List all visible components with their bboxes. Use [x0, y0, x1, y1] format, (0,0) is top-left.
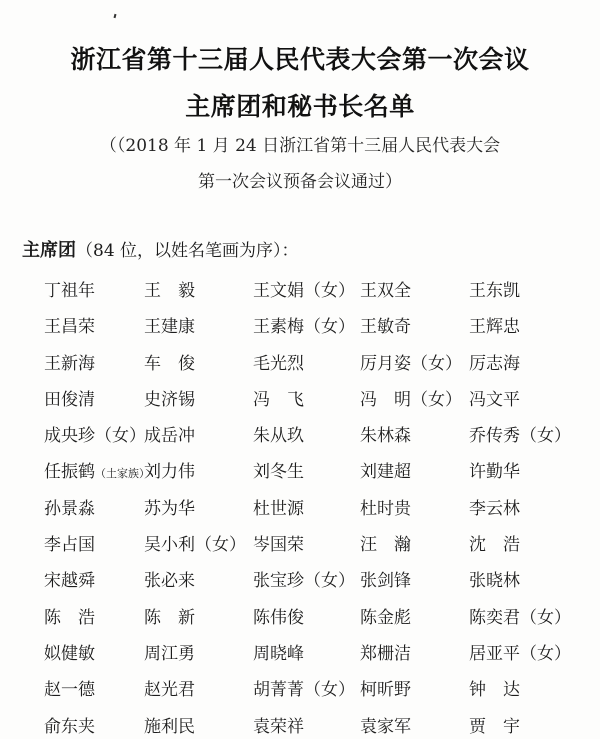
- member-name-text: 王 毅: [144, 281, 195, 301]
- member-name-text: 周晓峰: [253, 643, 304, 664]
- member-name: [144, 312, 195, 337]
- member-name-text: 任振鹤: [44, 462, 95, 483]
- member-name-text: 王昌荣: [44, 317, 95, 338]
- name-row: [44, 306, 594, 342]
- member-name-text: 李占国: [44, 535, 95, 556]
- member-name-text: 宋越舜: [44, 571, 95, 592]
- member-name-text: 吴小利（女）: [144, 535, 246, 556]
- member-name: [44, 421, 146, 446]
- member-name: [469, 566, 520, 591]
- name-row: [44, 633, 594, 669]
- member-name: [44, 457, 150, 482]
- member-name-text: 王文娟（女）: [253, 281, 355, 301]
- member-name-text: 沈 浩: [469, 535, 520, 556]
- member-name-text: 张剑锋: [360, 571, 411, 592]
- member-name-text: 毛光烈: [253, 353, 304, 374]
- document-title-line-1: 浙江省第十三届人民代表大会第一次会议: [70, 45, 530, 74]
- name-row: [44, 270, 594, 306]
- member-name-text: 车 俊: [144, 353, 195, 374]
- member-name-text: 成央珍（女）: [44, 426, 146, 447]
- member-name: [360, 349, 462, 374]
- name-row: [44, 597, 594, 633]
- member-name-text: 王辉忠: [469, 317, 520, 338]
- member-name-text: 汪 瀚: [360, 535, 411, 556]
- member-name-text: 张晓林: [469, 571, 520, 592]
- member-name: [253, 385, 304, 410]
- member-name: [360, 639, 411, 664]
- member-name: [360, 385, 462, 410]
- member-name: [44, 276, 95, 301]
- member-name: [144, 530, 246, 555]
- member-name: [469, 494, 520, 519]
- member-name-text: 孙景淼: [44, 498, 95, 519]
- member-name: [469, 530, 520, 555]
- member-name: [360, 566, 411, 591]
- member-name-text: 杜时贵: [360, 498, 411, 519]
- member-name-text: 王敏奇: [360, 317, 411, 338]
- member-name-text: 施利民: [144, 716, 195, 737]
- member-name: [144, 639, 195, 664]
- member-name: [144, 675, 195, 700]
- member-name: [144, 457, 195, 482]
- member-name-text: 王建康: [144, 317, 195, 338]
- member-name-text: 许勤华: [469, 462, 520, 483]
- member-name: [360, 494, 411, 519]
- member-name: [44, 712, 95, 737]
- member-name-text: 王双全: [360, 281, 411, 301]
- member-name-text: 王东凯: [469, 281, 520, 301]
- document-subtitle-line-2: 第一次会议预备会议通过）: [198, 172, 402, 192]
- member-name: [144, 712, 195, 737]
- name-row: [44, 560, 594, 596]
- member-name-text: 朱林森: [360, 426, 411, 447]
- member-name-text: 丁祖年: [44, 281, 95, 301]
- member-name-text: 陈奕君（女）: [469, 607, 571, 628]
- member-name-text: 冯 飞: [253, 389, 304, 410]
- member-name: [44, 639, 95, 664]
- member-name-text: 陈伟俊: [253, 607, 304, 628]
- member-name: [469, 675, 520, 700]
- name-row: [44, 415, 594, 451]
- member-name-text: 刘冬生: [253, 462, 304, 483]
- member-name-text: 刘建超: [360, 462, 411, 483]
- member-name: [360, 457, 411, 482]
- member-name: [44, 312, 95, 337]
- member-name: [253, 494, 304, 519]
- member-name: [253, 530, 304, 555]
- member-name-text: 厉月姿（女）: [360, 353, 462, 374]
- member-name: [469, 603, 571, 628]
- member-name-text: 史济锡: [144, 389, 195, 410]
- name-row: [44, 524, 594, 560]
- member-name: [469, 385, 520, 410]
- document-subtitle-line-1: （（2018 年 1 月 24 日浙江省第十三届人民代表大会: [99, 136, 501, 156]
- member-name-text: 成岳冲: [144, 426, 195, 447]
- member-name: [469, 712, 520, 737]
- member-name-text: 胡菁菁（女）: [253, 680, 355, 701]
- member-name: [253, 603, 304, 628]
- member-name-text: 钟 达: [469, 680, 520, 701]
- member-name: [253, 675, 355, 700]
- member-name-text: 周江勇: [144, 643, 195, 664]
- member-name: [44, 494, 95, 519]
- member-name-text: 王素梅（女）: [253, 317, 355, 338]
- member-name-text: 郑栅洁: [360, 643, 411, 664]
- presidium-note: （84 位，以姓名笔画为序）：: [76, 241, 299, 261]
- member-name: [360, 421, 411, 446]
- member-name-text: 王新海: [44, 353, 95, 374]
- member-name: [360, 312, 411, 337]
- member-name-text: 李云林: [469, 498, 520, 519]
- name-row: [44, 343, 594, 379]
- member-name: [144, 385, 195, 410]
- presidium-label: 主席团: [22, 240, 76, 261]
- member-name-text: 张宝珍（女）: [253, 571, 355, 592]
- member-name-text: 陈 新: [144, 607, 195, 628]
- member-name-text: 俞东夹: [44, 716, 95, 737]
- member-name: [44, 530, 95, 555]
- member-name: [360, 530, 411, 555]
- name-row: [44, 669, 594, 705]
- presidium-section-label: [22, 236, 299, 262]
- member-name: [253, 712, 304, 737]
- name-row: [44, 488, 594, 524]
- member-name-text: 陈金彪: [360, 607, 411, 628]
- member-name: [144, 276, 195, 301]
- member-name-text: 贾 宇: [469, 716, 520, 737]
- member-name: [144, 566, 195, 591]
- member-name: [44, 566, 95, 591]
- member-name-text: 冯文平: [469, 389, 520, 410]
- presidium-name-grid: [44, 270, 594, 742]
- member-name: [253, 457, 304, 482]
- member-name-text: 乔传秀（女）: [469, 426, 571, 447]
- member-name: [44, 603, 95, 628]
- member-name: [360, 712, 411, 737]
- member-name: [360, 675, 411, 700]
- name-row: [44, 379, 594, 415]
- member-name-text: 冯 明（女）: [360, 389, 462, 410]
- member-name: [253, 639, 304, 664]
- member-name: [360, 603, 411, 628]
- member-name-text: 刘力伟: [144, 462, 195, 483]
- member-name: [469, 312, 520, 337]
- member-name: [44, 385, 95, 410]
- member-name-text: 张必来: [144, 571, 195, 592]
- member-name: [360, 276, 411, 301]
- member-name: [144, 494, 195, 519]
- member-name-text: 柯昕野: [360, 680, 411, 701]
- member-name: [144, 603, 195, 628]
- ethnicity-note: （土家族）: [95, 467, 150, 481]
- member-name-text: 朱从玖: [253, 426, 304, 447]
- member-name-text: 赵一德: [44, 680, 95, 701]
- member-name-text: 袁家军: [360, 716, 411, 737]
- member-name-text: 杜世源: [253, 498, 304, 519]
- member-name-text: 厉志海: [469, 353, 520, 374]
- member-name: [469, 639, 571, 664]
- member-name: [44, 675, 95, 700]
- member-name-text: 苏为华: [144, 498, 195, 519]
- member-name: [253, 421, 304, 446]
- member-name-text: 姒健敏: [44, 643, 95, 664]
- member-name-text: 田俊清: [44, 389, 95, 410]
- member-name: [253, 312, 355, 337]
- name-row: [44, 706, 594, 742]
- member-name: [469, 457, 520, 482]
- member-name-text: 居亚平（女）: [469, 643, 571, 664]
- member-name-text: 陈 浩: [44, 607, 95, 628]
- member-name: [469, 276, 520, 301]
- member-name: [469, 421, 571, 446]
- member-name-text: 袁荣祥: [253, 716, 304, 737]
- member-name: [253, 349, 304, 374]
- name-row: [44, 451, 594, 487]
- member-name-text: 赵光君: [144, 680, 195, 701]
- member-name: [469, 349, 520, 374]
- member-name: [253, 276, 355, 301]
- member-name: [253, 566, 355, 591]
- member-name: [144, 349, 195, 374]
- member-name-text: 岑国荣: [253, 535, 304, 556]
- member-name: [44, 349, 95, 374]
- member-name: [144, 421, 195, 446]
- document-title-line-2: 主席团和秘书长名单: [185, 92, 415, 121]
- ink-speck: [114, 14, 117, 18]
